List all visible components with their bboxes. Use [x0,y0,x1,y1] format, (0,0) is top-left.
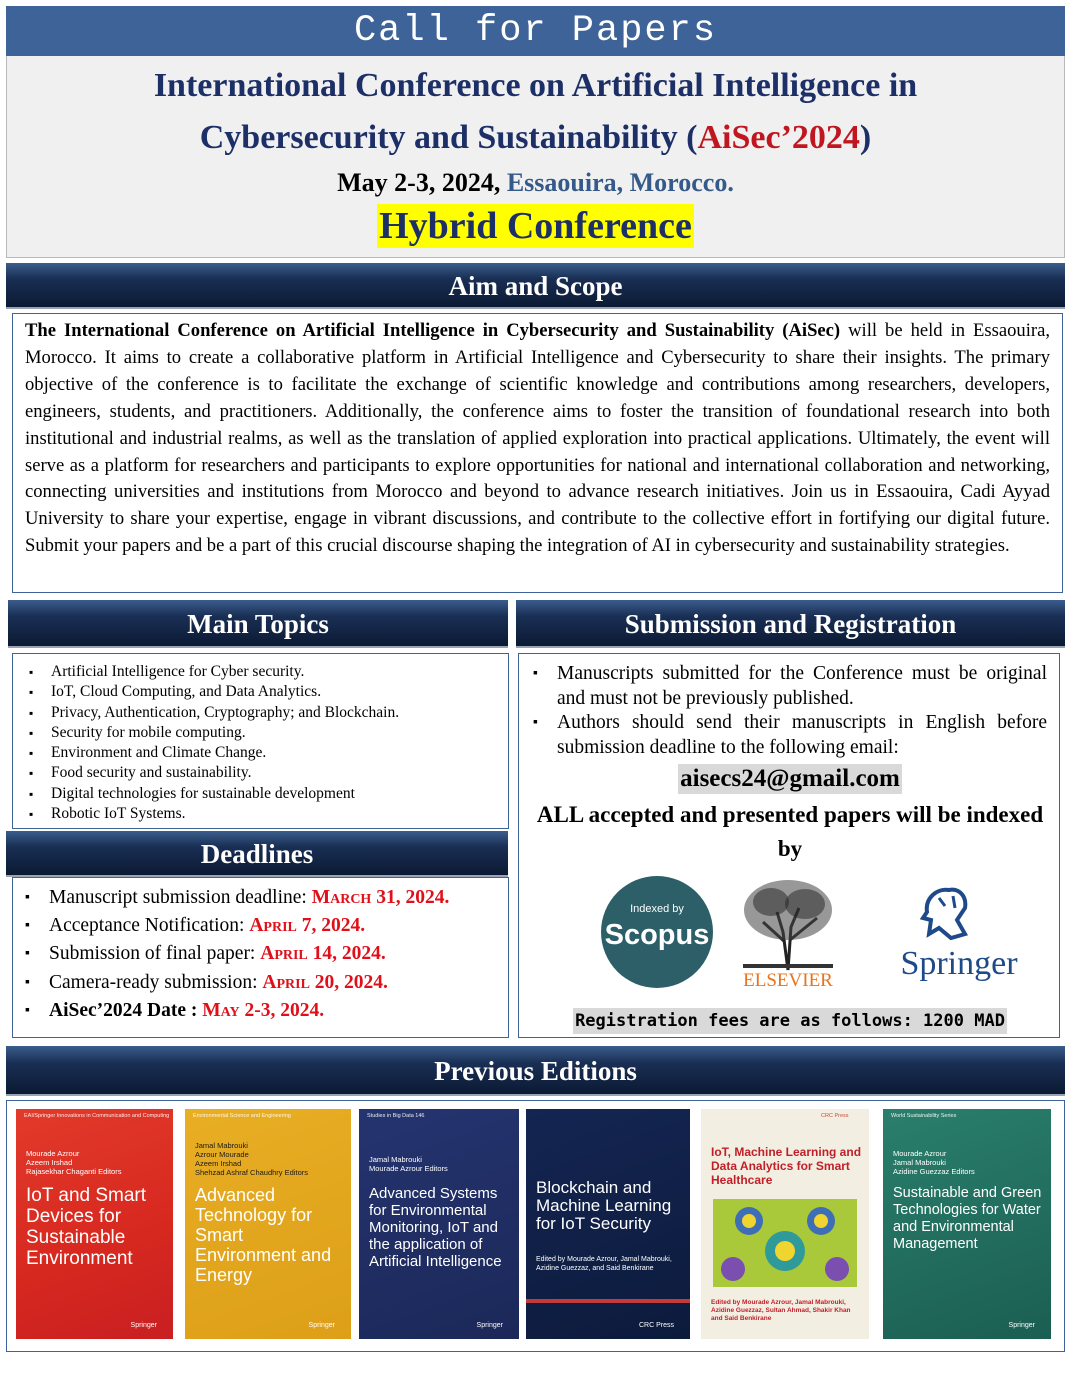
deadline-label: Camera-ready submission: [49,971,263,993]
book-authors: Mourade Azrour Jamal Mabrouki Azidine Guezzaz Editors [893,1149,975,1176]
book-cover[interactable] [185,1109,351,1339]
aim-scope-text [25,318,1050,560]
book-title: Blockchain and Machine Learning for IoT Security [536,1178,672,1233]
list-item: ▪ IoT, Cloud Computing, and Data Analytics. [29,682,498,702]
scopus-logo [599,874,715,990]
submission-heading: Submission and Registration [516,600,1065,648]
book-authors: Jamal Mabrouki Azrour Mourade Azeem Irshad Shehzad Ashraf Chaudhry Editors [195,1141,308,1177]
deadlines-heading: Deadlines [6,831,508,877]
book-authors: Edited by Mourade Azrour, Jamal Mabrouki, Azidine Guezzaz, and Said Benkirane [536,1256,672,1272]
aim-body: will be held in Essaouira, Morocco. It aims to create a collaborative platform in Artificial Intelligence and Cybersecurity to share their insights. The primary objective of the conference is to facilitate the exchange of scientific knowledge and contributions among researchers, developers, engineers, students, and practitioners. Additionally, the conference aims to foster the transition of foundational research into both institutional and industrial realms, as well as the translation of applied exploration into practical applications. Ultimately, the event will serve as a platform for researchers and participants to explore opportunities for national and international collaboration and networking, connecting universities and institutions from Morocco and beyond to advance research initiatives. Join us in Essaouira, Cadi Ayyad University to share your expertise, engage in vibrant discussions, and contribute to the collective effort in fortifying our digital future. Submit your papers and be a part of this crucial discourse shaping the integration of AI in cybersecurity and sustainability strategies. [25,320,1050,557]
deadline-date: April 20, 2024. [262,971,388,993]
aim-scope-heading: Aim and Scope [6,263,1065,309]
elsevier-logo [733,872,843,992]
call-for-papers-banner: Call for Papers [6,6,1065,56]
title-close-paren: ) [859,119,872,156]
conference-acronym: AiSec’2024 [697,119,860,156]
list-item: ▪ Manuscripts submitted for the Conference must be original and must not be previously published. [533,662,1047,711]
deadline-date: April 14, 2024. [260,943,386,965]
springer-logo [879,876,1039,986]
book-cover[interactable] [526,1109,690,1339]
deadline-label: Submission of final paper: [49,943,261,965]
date-location-line [7,166,1064,200]
springer-wordmark: Springer [900,945,1018,982]
title-box [6,56,1065,258]
list-item [25,884,498,912]
topics-list [29,662,498,824]
deadline-label: AiSec’2024 Date : [49,999,203,1021]
submission-list [533,662,1047,760]
book-cover[interactable] [359,1109,519,1339]
book-series: Environmental Science and Engineering [193,1113,291,1119]
indexed-by-text: ALL accepted and presented papers will be indexed by [536,802,1044,861]
book-cover[interactable] [701,1109,869,1339]
list-item [25,912,498,940]
list-item: ▪ Artificial Intelligence for Cyber security. [29,662,498,682]
list-item [25,940,498,968]
aim-scope-box [12,313,1063,593]
book-title: Advanced Technology for Smart Environment and Energy [195,1185,332,1285]
registration-fees: Registration fees are as follows: 1200 MAD [573,1008,1007,1034]
list-item: ▪ Digital technologies for sustainable development [29,784,498,804]
list-item: ▪ Environment and Climate Change. [29,743,498,763]
main-topics-heading: Main Topics [8,600,508,648]
elsevier-wordmark: ELSEVIER [743,970,833,991]
list-item: ▪ Security for mobile computing. [29,723,498,743]
book-authors: Edited by Mourade Azrour, Jamal Mabrouki, Azidine Guezzaz, Sultan Ahmad, Shakir Khan and Said Benkirane [711,1299,851,1322]
book-publisher: Springer [1008,1322,1035,1329]
deadlines-list [25,884,498,1025]
deadline-label: Acceptance Notification: [49,915,250,937]
conference-location: Essaouira, Morocco. [506,168,734,197]
book-publisher: CRC Press [638,1322,674,1329]
list-item [25,997,498,1025]
book-publisher: Springer [476,1322,503,1329]
title-text: International Conference on Artificial Intelligence in Cybersecurity and Sustainability ( [153,67,918,156]
book-authors: Jamal Mabrouki Mourade Azrour Editors [369,1155,448,1173]
book-publisher: Springer [308,1322,335,1329]
contact-email[interactable]: aisecs24@gmail.com [680,765,900,792]
book-authors: Mourade Azrour Azeem Irshad Rajasekhar Chaganti Editors [26,1149,122,1176]
book-series: Studies in Big Data 146 [367,1113,425,1119]
list-item: ▪ Food security and sustainability. [29,763,498,783]
conference-date: May 2-3, 2024, [337,168,507,197]
book-series: CRC Press [821,1113,849,1119]
book-series: EAI/Springer Innovations in Communication and Computing [24,1113,170,1119]
previous-editions-heading: Previous Editions [6,1046,1065,1096]
deadline-label: Manuscript submission deadline: [49,887,312,908]
scopus-small-label: Indexed by [630,903,684,915]
scopus-name: Scopus [604,919,710,951]
list-item: ▪ Authors should send their manuscripts in English before submission deadline to the following email: [533,711,1047,760]
book-title: Sustainable and Green Technologies for Water and Environmental Management [893,1185,1042,1252]
aim-lead: The International Conference on Artificial Intelligence in Cybersecurity and Sustainability (AiSec) [25,320,841,341]
list-item: ▪ Privacy, Authentication, Cryptography; and Blockchain. [29,703,498,723]
deadline-date: May 2-3, 2024. [202,999,325,1021]
list-item: ▪ Robotic IoT Systems. [29,804,498,824]
conference-title [7,60,1064,164]
deadlines-box [12,877,509,1038]
list-item [25,969,498,997]
book-title: IoT and Smart Devices for Sustainable Environment [26,1185,147,1269]
submission-box [518,653,1060,1038]
previous-editions-box [6,1100,1065,1352]
main-topics-box [12,653,509,829]
mandala-pattern [713,1199,857,1287]
hybrid-conference-label: Hybrid Conference [379,205,692,247]
book-series: World Sustainability Series [891,1113,957,1119]
book-publisher: Springer [130,1322,157,1329]
deadline-date: April 7, 2024. [249,915,366,937]
book-title: IoT, Machine Learning and Data Analytics for Smart Healthcare [711,1145,862,1187]
book-cover[interactable] [16,1109,173,1339]
indexing-logos [533,868,1047,1008]
book-cover[interactable] [883,1109,1051,1339]
book-title: Advanced Systems for Environmental Monitoring, IoT and the application of Artificial Intelligence [369,1185,502,1270]
deadline-date: March 31, 2024. [311,887,450,908]
